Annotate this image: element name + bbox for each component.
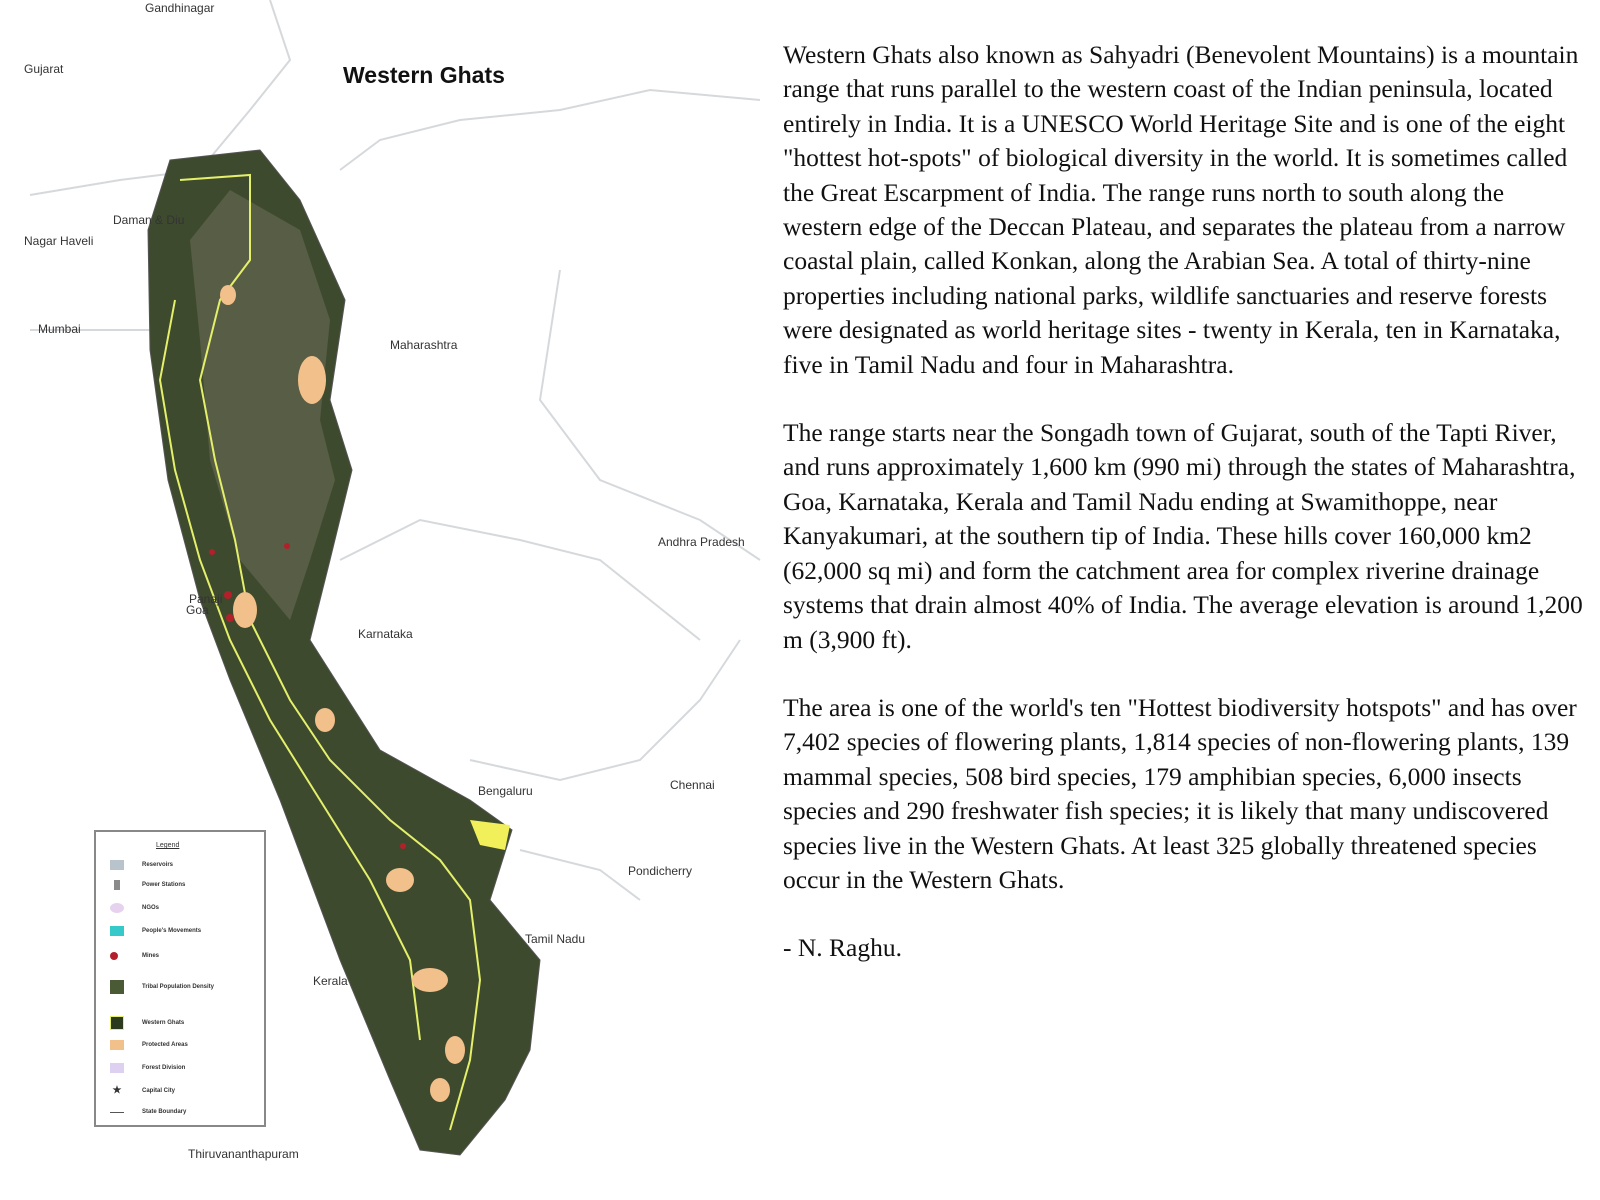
ngo-icon xyxy=(110,903,124,913)
label-panaji: Panaji xyxy=(189,592,223,606)
label-gandhinagar: Gandhinagar xyxy=(145,1,215,15)
state-boundary-icon xyxy=(110,1112,124,1113)
description-text xyxy=(783,38,1583,1000)
legend-item xyxy=(110,1086,175,1096)
legend-item xyxy=(110,1063,185,1073)
legend-label: Forest Division xyxy=(142,1065,186,1071)
mine-icon xyxy=(110,952,118,960)
paragraph-biodiversity: The area is one of the world's ten "Hottest biodiversity hotspots" and has over 7,402 species of flowering plants, 1,814 species of non-flowering plants, 139 mammal species, 508 bird species, 179 amphibian species, 6,000 insects species and 290 freshwater fish species; it is likely that many undiscovered species live in the Western Ghats. At least 325 globally threatened species occur in the Western Ghats. xyxy=(783,692,1577,894)
map-legend xyxy=(94,830,266,1127)
legend-item xyxy=(110,1016,184,1030)
reservoir-icon xyxy=(110,860,124,870)
paragraph-intro: Western Ghats also known as Sahyadri (Benevolent Mountains) is a mountain range that runs parallel to the western coast of the Indian peninsula, located entirely in India. It is a UNESCO World Heritage Site and is one of the eight "hottest hot-spots" of biological diversity in the world. It is sometimes called the Great Escarpment of India. The range runs north to south along the western edge of the Deccan Plateau, and separates the plateau from a narrow coastal plain, called Konkan, along the Arabian Sea. A total of thirty-nine properties including national parks, wildlife sanctuaries and reserve forests were designated as world heritage sites - twenty in Kerala, ten in Karnataka, five in Tamil Nadu and four in Maharashtra. xyxy=(783,40,1579,379)
legend-label: Mines xyxy=(142,953,160,959)
legend-item xyxy=(110,1040,188,1050)
legend-label: People's Movements xyxy=(142,928,202,934)
legend-item xyxy=(110,980,214,994)
paragraph-geography: The range starts near the Songadh town of Gujarat, south of the Tapti River, and runs approximately 1,600 km (990 mi) through the states of Maharashtra, Goa, Karnataka, Kerala and Tamil Nadu ending at Swamithoppe, near Kanyakumari, at the southern tip of India. These hills cover 160,000 km2 (62,000 sq mi) and form the catchment area for complex riverine drainage systems that drain almost 40% of India. The average elevation is around 1,200 m (3,900 ft). xyxy=(783,418,1583,654)
label-bengaluru: Bengaluru xyxy=(478,784,533,798)
label-andhra-pradesh: Andhra Pradesh xyxy=(658,535,745,549)
legend-label: Capital City xyxy=(142,1088,176,1094)
label-kerala: Kerala xyxy=(313,974,348,988)
label-chennai: Chennai xyxy=(670,778,715,792)
legend-title: Legend xyxy=(156,842,180,849)
legend-item xyxy=(110,903,159,913)
label-thiruvananthapuram: Thiruvananthapuram xyxy=(188,1147,299,1161)
legend-item xyxy=(110,952,159,960)
legend-item xyxy=(110,1109,186,1115)
label-pondicherry: Pondicherry xyxy=(628,864,693,878)
label-goa: Goa xyxy=(186,603,209,617)
peoples-movements-icon xyxy=(110,926,124,936)
label-nagar-haveli: Nagar Haveli xyxy=(24,234,94,248)
legend-item xyxy=(110,926,201,936)
map-title: Western Ghats xyxy=(343,62,505,88)
label-karnataka: Karnataka xyxy=(358,627,413,641)
legend-label: State Boundary xyxy=(142,1109,187,1115)
label-maharashtra: Maharashtra xyxy=(390,338,458,352)
label-tamil-nadu: Tamil Nadu xyxy=(525,932,586,946)
label-mumbai: Mumbai xyxy=(38,322,81,336)
legend-item xyxy=(110,860,173,870)
power-station-icon xyxy=(114,880,120,890)
legend-item xyxy=(110,880,185,890)
label-daman: Daman & Diu xyxy=(113,213,185,227)
star-icon: ★ xyxy=(112,1085,122,1096)
label-gujarat: Gujarat xyxy=(24,62,64,76)
signature: - N. Raghu. xyxy=(783,933,902,963)
western-ghats-icon xyxy=(110,1016,124,1030)
protected-area-icon xyxy=(110,1040,124,1050)
legend-label: Tribal Population Density xyxy=(142,984,215,990)
legend-label: Western Ghats xyxy=(142,1020,185,1026)
forest-division-icon xyxy=(110,1063,124,1073)
legend-label: Protected Areas xyxy=(142,1042,188,1048)
legend-label: Reservoirs xyxy=(142,862,174,868)
legend-label: NGOs xyxy=(142,905,160,911)
tribal-density-icon xyxy=(110,980,124,994)
legend-label: Power Stations xyxy=(142,882,186,888)
